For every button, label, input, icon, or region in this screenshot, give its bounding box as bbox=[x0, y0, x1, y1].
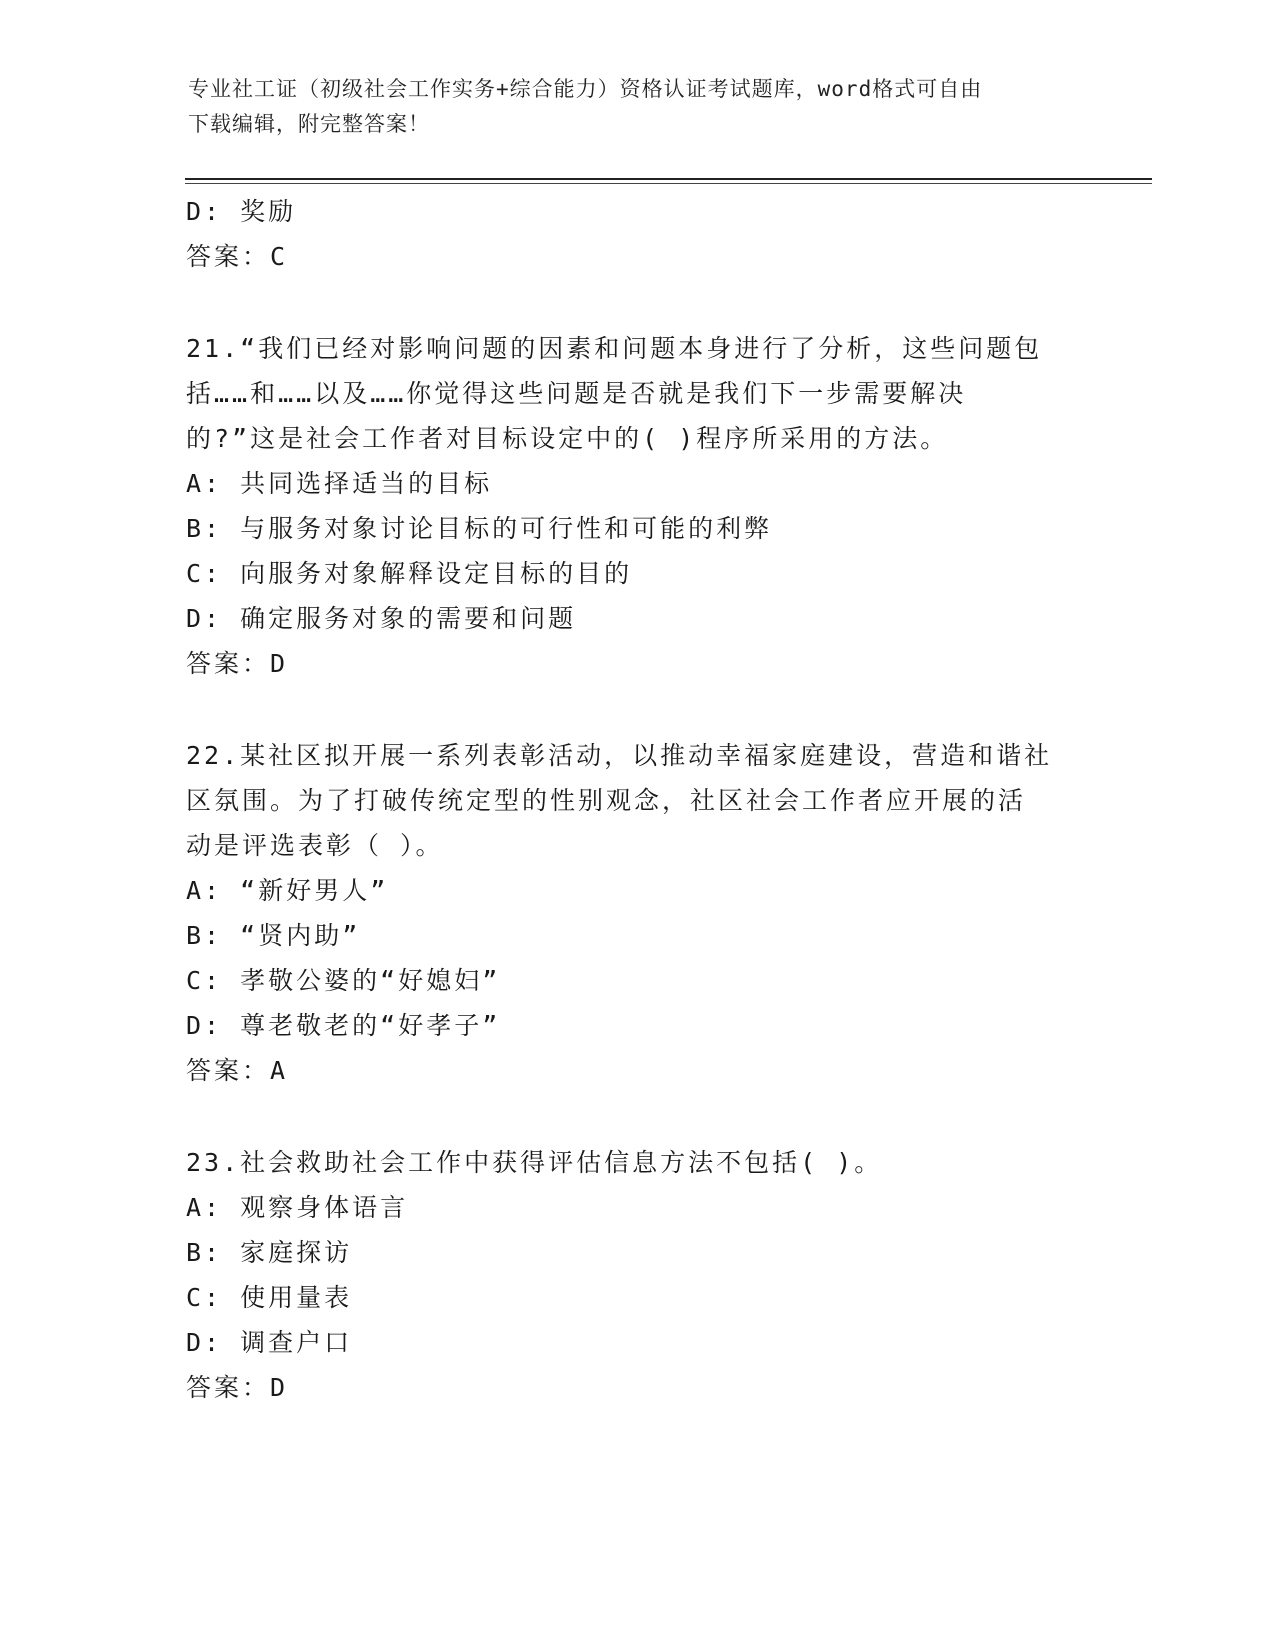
prev-option-d: D: 奖励 bbox=[186, 197, 297, 226]
answer-value: D bbox=[270, 1373, 289, 1402]
question-line: 23.社会救助社会工作中获得评估信息方法不包括( )。 bbox=[186, 1148, 883, 1177]
question-line: 21.“我们已经对影响问题的因素和问题本身进行了分析，这些问题包 bbox=[186, 334, 1043, 363]
question-line: 的?”这是社会工作者对目标设定中的( )程序所采用的方法。 bbox=[186, 424, 949, 453]
answer-label: 答案： bbox=[186, 649, 271, 678]
answer bbox=[186, 641, 1106, 686]
answer-value: D bbox=[270, 649, 289, 678]
option-c: C: 使用量表 bbox=[186, 1283, 353, 1312]
question-text bbox=[186, 733, 1086, 868]
answer-value: A bbox=[270, 1056, 289, 1085]
option-c: C: 孝敬公婆的“好媳妇” bbox=[186, 966, 501, 995]
question-line: 括……和……以及……你觉得这些问题是否就是我们下一步需要解决 bbox=[186, 379, 967, 408]
answer-value: C bbox=[270, 242, 289, 271]
option-a: A: “新好男人” bbox=[186, 876, 389, 905]
header-line-1: 专业社工证（初级社会工作实务+综合能力）资格认证考试题库，word格式可自由 bbox=[188, 77, 983, 101]
header-rule-thin bbox=[185, 183, 1152, 184]
option-a: A: 共同选择适当的目标 bbox=[186, 469, 493, 498]
question-line: 区氛围。为了打破传统定型的性别观念，社区社会工作者应开展的活 bbox=[186, 786, 1027, 815]
answer bbox=[186, 1048, 1106, 1093]
option-d: D: 确定服务对象的需要和问题 bbox=[186, 604, 577, 633]
header-rule-thick bbox=[185, 178, 1152, 180]
header-line-2: 下载编辑，附完整答案！ bbox=[188, 112, 430, 136]
answer bbox=[186, 1365, 1106, 1410]
question-23 bbox=[186, 1140, 1106, 1410]
option-d: D: 尊老敬老的“好孝子” bbox=[186, 1011, 501, 1040]
spacer bbox=[186, 1093, 1106, 1140]
question-text bbox=[186, 326, 1086, 461]
option-d: D: 调查户口 bbox=[186, 1328, 353, 1357]
answer-label: 答案： bbox=[186, 1373, 271, 1402]
question-21 bbox=[186, 326, 1106, 686]
option-b: B: 与服务对象讨论目标的可行性和可能的利弊 bbox=[186, 514, 773, 543]
spacer bbox=[186, 279, 1106, 326]
page-header bbox=[188, 72, 1088, 142]
prev-answer bbox=[186, 234, 1106, 279]
answer-label: 答案： bbox=[186, 242, 271, 271]
document-body bbox=[186, 189, 1106, 1410]
option-c: C: 向服务对象解释设定目标的目的 bbox=[186, 559, 633, 588]
question-line: 22.某社区拟开展一系列表彰活动，以推动幸福家庭建设，营造和谐社 bbox=[186, 741, 1053, 770]
option-a: A: 观察身体语言 bbox=[186, 1193, 409, 1222]
answer-label: 答案： bbox=[186, 1056, 271, 1085]
option-b: B: 家庭探访 bbox=[186, 1238, 353, 1267]
question-text bbox=[186, 1140, 1086, 1185]
spacer bbox=[186, 686, 1106, 733]
question-line: 动是评选表彰（ ）。 bbox=[186, 831, 444, 860]
option-b: B: “贤内助” bbox=[186, 921, 361, 950]
question-22 bbox=[186, 733, 1106, 1093]
